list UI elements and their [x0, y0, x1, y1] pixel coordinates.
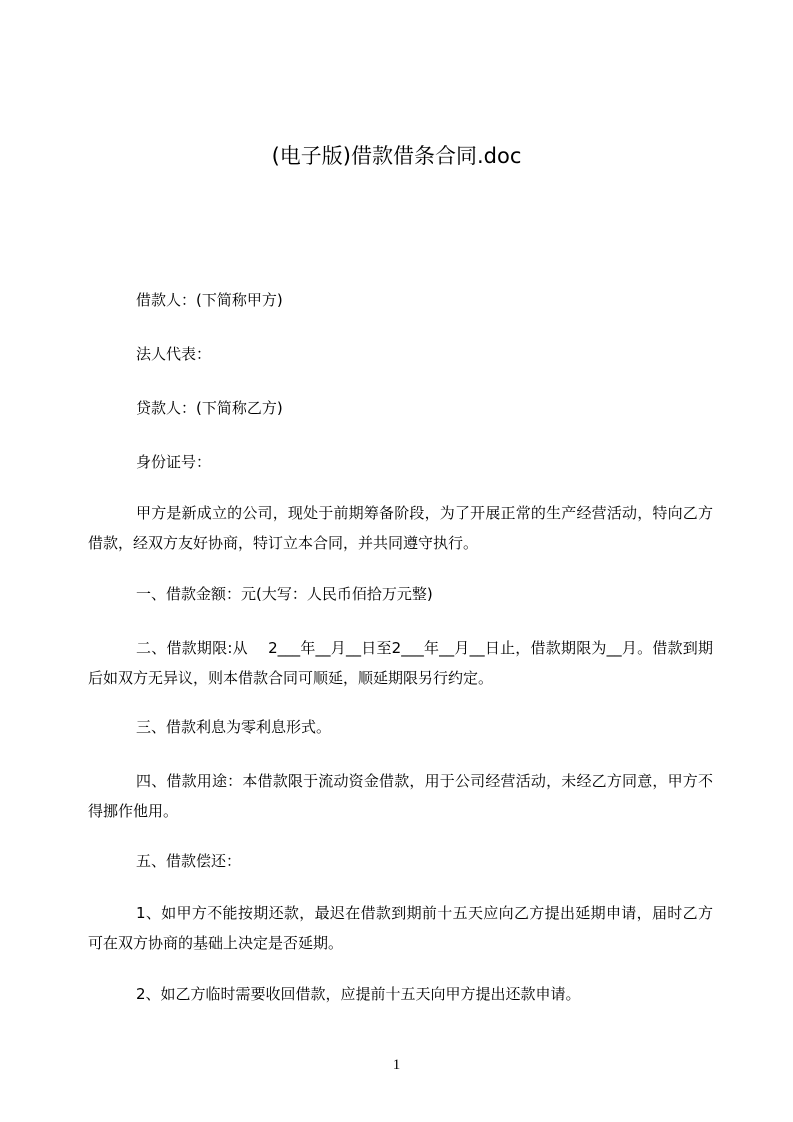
- legal-representative-line: 法人代表：: [136, 345, 212, 363]
- clause-loan-amount: 一、借款金额：元(大写：人民币佰拾万元整): [136, 585, 433, 603]
- clause-interest: 三、借款利息为零利息形式。: [136, 718, 332, 736]
- repayment-item-2: 2、如乙方临时需要收回借款，应提前十五天向甲方提出还款申请。: [136, 985, 581, 1003]
- id-number-line: 身份证号：: [136, 453, 212, 471]
- lender-line: 贷款人：(下简称乙方): [136, 399, 283, 417]
- clause-loan-term: 二、借款期限:从 2___年__月__日至2___年__月__日止，借款期限为__月。借款到期后如双方无异议，则本借款合同可顺延，顺延期限另行约定。: [88, 639, 713, 687]
- document-title: (电子版)借款借条合同.doc: [271, 144, 522, 168]
- repayment-item-1: 1、如甲方不能按期还款，最迟在借款到期前十五天应向乙方提出延期申请，届时乙方可在双方协商的基础上决定是否延期。: [88, 904, 713, 952]
- clause-loan-purpose: 四、借款用途：本借款限于流动资金借款，用于公司经营活动，未经乙方同意，甲方不得挪作他用。: [88, 772, 713, 820]
- preamble-paragraph: 甲方是新成立的公司，现处于前期筹备阶段，为了开展正常的生产经营活动，特向乙方借款，经双方友好协商，特订立本合同，并共同遵守执行。: [88, 504, 713, 552]
- page-number: 1: [392, 1057, 401, 1073]
- clause-repayment-heading: 五、借款偿还：: [136, 852, 242, 870]
- borrower-line: 借款人：(下简称甲方): [136, 291, 283, 309]
